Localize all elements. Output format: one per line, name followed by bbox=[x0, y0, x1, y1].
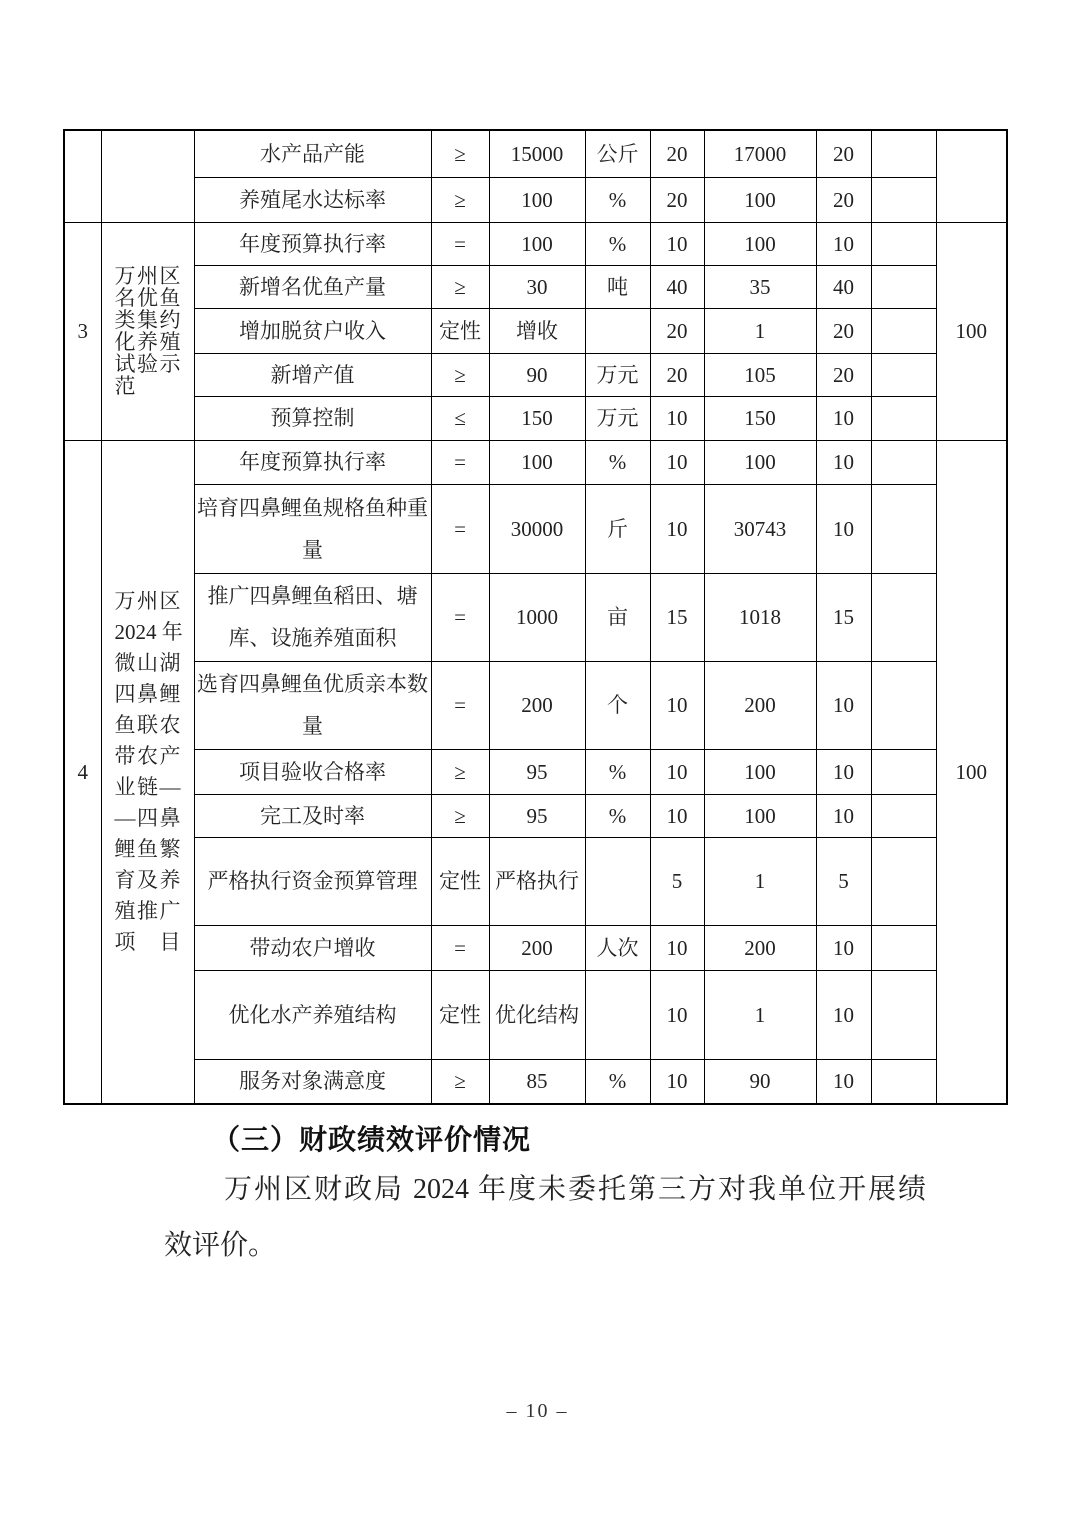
operator-cell: = bbox=[431, 222, 489, 265]
adjustment-cell bbox=[871, 837, 936, 925]
indicator-name-cell: 年度预算执行率 bbox=[194, 440, 431, 484]
weight-cell: 10 bbox=[650, 925, 704, 970]
adjustment-cell bbox=[871, 661, 936, 749]
actual-value-cell: 35 bbox=[704, 265, 816, 308]
indicator-name-cell: 年度预算执行率 bbox=[194, 222, 431, 265]
actual-value-cell: 1018 bbox=[704, 573, 816, 661]
adjustment-cell bbox=[871, 484, 936, 573]
table-row bbox=[64, 265, 1007, 308]
target-value-cell: 30000 bbox=[489, 484, 585, 573]
operator-cell: ≥ bbox=[431, 794, 489, 837]
target-value-cell: 85 bbox=[489, 1059, 585, 1104]
project-name-line: —四鼻 bbox=[114, 805, 181, 830]
actual-value-cell: 1 bbox=[704, 837, 816, 925]
adjustment-cell bbox=[871, 265, 936, 308]
weight-cell: 40 bbox=[650, 265, 704, 308]
table-row bbox=[64, 749, 1007, 794]
project-name-cell bbox=[101, 222, 194, 440]
target-value-cell: 200 bbox=[489, 661, 585, 749]
score-cell: 10 bbox=[816, 925, 871, 970]
operator-cell: ≥ bbox=[431, 265, 489, 308]
adjustment-cell bbox=[871, 794, 936, 837]
table-row bbox=[64, 484, 1007, 573]
unit-cell bbox=[585, 308, 650, 353]
actual-value-cell: 1 bbox=[704, 970, 816, 1059]
operator-cell: 定性 bbox=[431, 837, 489, 925]
target-value-cell: 200 bbox=[489, 925, 585, 970]
indicator-name-cell: 增加脱贫户收入 bbox=[194, 308, 431, 353]
score-cell: 10 bbox=[816, 222, 871, 265]
target-value-cell: 优化结构 bbox=[489, 970, 585, 1059]
project-name-line: 育及养 bbox=[114, 867, 181, 892]
adjustment-cell bbox=[871, 749, 936, 794]
operator-cell: ≤ bbox=[431, 396, 489, 440]
operator-cell: 定性 bbox=[431, 970, 489, 1059]
table-row bbox=[64, 837, 1007, 925]
actual-value-cell: 100 bbox=[704, 794, 816, 837]
unit-cell: 万元 bbox=[585, 396, 650, 440]
target-value-cell: 150 bbox=[489, 396, 585, 440]
page-number: – 10 – bbox=[506, 1400, 569, 1422]
unit-cell bbox=[585, 970, 650, 1059]
table-row bbox=[64, 1059, 1007, 1104]
score-cell: 10 bbox=[816, 794, 871, 837]
target-value-cell: 100 bbox=[489, 177, 585, 222]
adjustment-cell bbox=[871, 222, 936, 265]
weight-cell: 10 bbox=[650, 440, 704, 484]
unit-cell: 人次 bbox=[585, 925, 650, 970]
weight-cell: 10 bbox=[650, 970, 704, 1059]
table-row bbox=[64, 573, 1007, 661]
target-value-cell: 95 bbox=[489, 749, 585, 794]
weight-cell: 10 bbox=[650, 1059, 704, 1104]
total-score-cell: 100 bbox=[936, 440, 1007, 1104]
adjustment-cell bbox=[871, 396, 936, 440]
body-paragraph bbox=[164, 1162, 926, 1274]
indicator-table-body bbox=[64, 130, 1007, 1104]
score-cell: 15 bbox=[816, 573, 871, 661]
target-value-cell: 30 bbox=[489, 265, 585, 308]
unit-cell: 吨 bbox=[585, 265, 650, 308]
total-score-cell bbox=[936, 130, 1007, 222]
adjustment-cell bbox=[871, 308, 936, 353]
table-row bbox=[64, 222, 1007, 265]
table-row bbox=[64, 177, 1007, 222]
weight-cell: 10 bbox=[650, 661, 704, 749]
total-score-cell: 100 bbox=[936, 222, 1007, 440]
target-value-cell: 15000 bbox=[489, 130, 585, 177]
row-number-cell: 3 bbox=[64, 222, 101, 440]
weight-cell: 10 bbox=[650, 484, 704, 573]
weight-cell: 15 bbox=[650, 573, 704, 661]
actual-value-cell: 105 bbox=[704, 353, 816, 396]
project-name-line: 微山湖 bbox=[114, 650, 181, 675]
weight-cell: 20 bbox=[650, 177, 704, 222]
actual-value-cell: 200 bbox=[704, 661, 816, 749]
indicator-name-cell: 预算控制 bbox=[194, 396, 431, 440]
project-name-line: 范 bbox=[114, 374, 136, 398]
weight-cell: 20 bbox=[650, 308, 704, 353]
score-cell: 10 bbox=[816, 661, 871, 749]
score-cell: 40 bbox=[816, 265, 871, 308]
table-row bbox=[64, 440, 1007, 484]
operator-cell: 定性 bbox=[431, 308, 489, 353]
target-value-cell: 增收 bbox=[489, 308, 585, 353]
project-name-line: 项目 bbox=[114, 929, 181, 954]
project-name-line: 带农产 bbox=[114, 743, 181, 768]
adjustment-cell bbox=[871, 130, 936, 177]
score-cell: 20 bbox=[816, 177, 871, 222]
project-name-line: 殖推广 bbox=[114, 898, 181, 923]
unit-cell: 万元 bbox=[585, 353, 650, 396]
operator-cell: = bbox=[431, 484, 489, 573]
project-name-line: 业链— bbox=[114, 774, 181, 799]
project-name-line: 化养殖 bbox=[114, 330, 181, 354]
operator-cell: ≥ bbox=[431, 130, 489, 177]
table-row bbox=[64, 925, 1007, 970]
operator-cell: ≥ bbox=[431, 749, 489, 794]
weight-cell: 20 bbox=[650, 130, 704, 177]
indicator-name-cell: 养殖尾水达标率 bbox=[194, 177, 431, 222]
project-name-line: 类集约 bbox=[114, 308, 181, 332]
target-value-cell: 95 bbox=[489, 794, 585, 837]
performance-indicator-table bbox=[63, 129, 1008, 1105]
actual-value-cell: 30743 bbox=[704, 484, 816, 573]
operator-cell: = bbox=[431, 661, 489, 749]
section-heading: （三）财政绩效评价情况 bbox=[212, 1125, 532, 1156]
indicator-name-cell: 推广四鼻鲤鱼稻田、塘库、设施养殖面积 bbox=[194, 573, 431, 661]
adjustment-cell bbox=[871, 353, 936, 396]
operator-cell: ≥ bbox=[431, 353, 489, 396]
table-row bbox=[64, 353, 1007, 396]
project-name-cell bbox=[101, 440, 194, 1104]
indicator-name-cell: 新增产值 bbox=[194, 353, 431, 396]
unit-cell bbox=[585, 837, 650, 925]
project-name-line: 鲤鱼繁 bbox=[114, 836, 181, 861]
score-cell: 10 bbox=[816, 396, 871, 440]
weight-cell: 5 bbox=[650, 837, 704, 925]
weight-cell: 20 bbox=[650, 353, 704, 396]
table-row bbox=[64, 970, 1007, 1059]
indicator-name-cell: 严格执行资金预算管理 bbox=[194, 837, 431, 925]
paragraph-line: 效评价。 bbox=[164, 1230, 277, 1261]
unit-cell: 斤 bbox=[585, 484, 650, 573]
unit-cell: % bbox=[585, 177, 650, 222]
indicator-name-cell: 带动农户增收 bbox=[194, 925, 431, 970]
target-value-cell: 1000 bbox=[489, 573, 585, 661]
table-row bbox=[64, 794, 1007, 837]
weight-cell: 10 bbox=[650, 794, 704, 837]
score-cell: 20 bbox=[816, 353, 871, 396]
adjustment-cell bbox=[871, 925, 936, 970]
actual-value-cell: 100 bbox=[704, 749, 816, 794]
operator-cell: ≥ bbox=[431, 1059, 489, 1104]
unit-cell: % bbox=[585, 794, 650, 837]
weight-cell: 10 bbox=[650, 396, 704, 440]
unit-cell: % bbox=[585, 749, 650, 794]
project-name-line: 2024 年 bbox=[114, 619, 183, 644]
adjustment-cell bbox=[871, 177, 936, 222]
indicator-name-cell: 水产品产能 bbox=[194, 130, 431, 177]
target-value-cell: 100 bbox=[489, 222, 585, 265]
unit-cell: 亩 bbox=[585, 573, 650, 661]
score-cell: 20 bbox=[816, 308, 871, 353]
score-cell: 10 bbox=[816, 440, 871, 484]
indicator-name-cell: 完工及时率 bbox=[194, 794, 431, 837]
adjustment-cell bbox=[871, 970, 936, 1059]
actual-value-cell: 150 bbox=[704, 396, 816, 440]
actual-value-cell: 100 bbox=[704, 222, 816, 265]
target-value-cell: 90 bbox=[489, 353, 585, 396]
project-name-line: 鱼联农 bbox=[114, 712, 181, 737]
indicator-name-cell: 项目验收合格率 bbox=[194, 749, 431, 794]
unit-cell: % bbox=[585, 1059, 650, 1104]
adjustment-cell bbox=[871, 573, 936, 661]
target-value-cell: 100 bbox=[489, 440, 585, 484]
actual-value-cell: 100 bbox=[704, 177, 816, 222]
weight-cell: 10 bbox=[650, 749, 704, 794]
weight-cell: 10 bbox=[650, 222, 704, 265]
row-number-cell: 4 bbox=[64, 440, 101, 1104]
table-row bbox=[64, 130, 1007, 177]
unit-cell: 个 bbox=[585, 661, 650, 749]
project-name-cell bbox=[101, 130, 194, 222]
actual-value-cell: 200 bbox=[704, 925, 816, 970]
score-cell: 5 bbox=[816, 837, 871, 925]
score-cell: 20 bbox=[816, 130, 871, 177]
adjustment-cell bbox=[871, 440, 936, 484]
indicator-name-cell: 新增名优鱼产量 bbox=[194, 265, 431, 308]
paragraph-line: 万州区财政局 2024 年度未委托第三方对我单位开展绩 bbox=[224, 1174, 926, 1205]
indicator-name-cell: 选育四鼻鲤鱼优质亲本数量 bbox=[194, 661, 431, 749]
table-row bbox=[64, 396, 1007, 440]
table-row bbox=[64, 308, 1007, 353]
indicator-name-cell: 培育四鼻鲤鱼规格鱼种重量 bbox=[194, 484, 431, 573]
actual-value-cell: 100 bbox=[704, 440, 816, 484]
unit-cell: % bbox=[585, 222, 650, 265]
indicator-name-cell: 服务对象满意度 bbox=[194, 1059, 431, 1104]
adjustment-cell bbox=[871, 1059, 936, 1104]
project-name-line: 万州区 bbox=[114, 588, 181, 613]
operator-cell: = bbox=[431, 440, 489, 484]
actual-value-cell: 17000 bbox=[704, 130, 816, 177]
project-name-line: 试验示 bbox=[114, 352, 181, 376]
unit-cell: % bbox=[585, 440, 650, 484]
unit-cell: 公斤 bbox=[585, 130, 650, 177]
actual-value-cell: 90 bbox=[704, 1059, 816, 1104]
operator-cell: ≥ bbox=[431, 177, 489, 222]
project-name-line: 万州区 bbox=[114, 264, 181, 288]
score-cell: 10 bbox=[816, 484, 871, 573]
indicator-name-cell: 优化水产养殖结构 bbox=[194, 970, 431, 1059]
table-row bbox=[64, 661, 1007, 749]
project-name-line: 名优鱼 bbox=[114, 286, 181, 310]
target-value-cell: 严格执行 bbox=[489, 837, 585, 925]
actual-value-cell: 1 bbox=[704, 308, 816, 353]
row-number-cell bbox=[64, 130, 101, 222]
score-cell: 10 bbox=[816, 749, 871, 794]
score-cell: 10 bbox=[816, 970, 871, 1059]
operator-cell: = bbox=[431, 573, 489, 661]
operator-cell: = bbox=[431, 925, 489, 970]
project-name-line: 四鼻鲤 bbox=[114, 681, 181, 706]
score-cell: 10 bbox=[816, 1059, 871, 1104]
